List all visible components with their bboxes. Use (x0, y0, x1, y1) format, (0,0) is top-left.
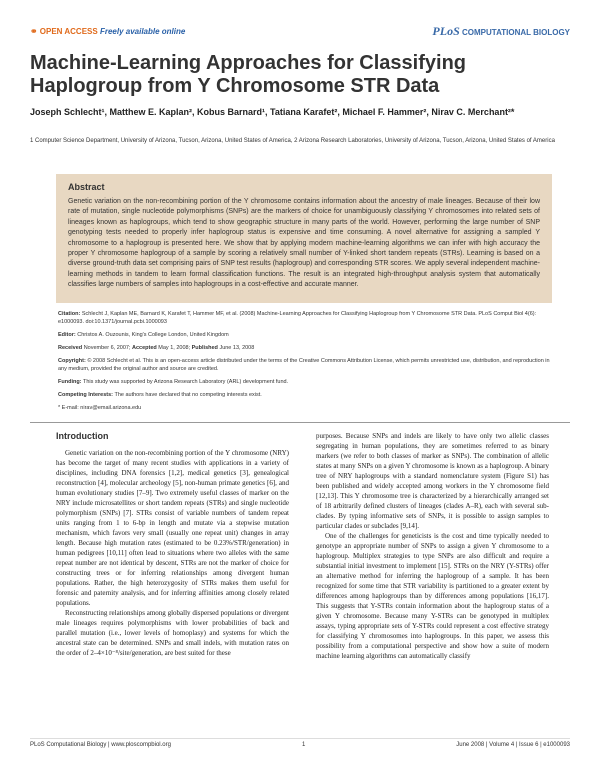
copyright-label: Copyright: (58, 358, 86, 364)
freely-available-text: Freely available online (99, 27, 186, 36)
contact-email: * E-mail: nirav@email.arizona.edu (58, 405, 142, 411)
open-access-lock-icon: ⚭ (30, 26, 38, 36)
copyright (58, 357, 552, 373)
page-footer (30, 738, 570, 754)
footer-journal: PLoS Computational Biology | www.ploscompbiol.org (30, 742, 171, 748)
body-column-right (316, 431, 549, 661)
abstract-text: Genetic variation on the non-recombining portion of the Y chromosome contains information about the ancestry of male lineages. Because of their low rate of mutation, single nucleotide polymorphisms (SNPs) are the markers of choice for unambiguously classifying Y chromosomes into related sets of lineages known as haplogroups, which tend to show geographic structure in many parts of the world. However, performing the large number of SNP genotyping tests needed to properly infer haplogroup status is expensive and time consuming. A novel alternative for assigning a sampled Y chromosome to a haplogroup is presented here. We show that by applying modern machine-learning algorithms we can infer with high accuracy the proper Y chromosome haplogroup of a sample by scoring a relatively small number of Y-linked short tandem repeats (STRs). Learning is based on a diverse ground-truth data set comprising pairs of SNP test results (haplogroup) and corresponding STR scores. We apply several independent machine-learning methods in tandem to learn formal classification functions. The result is an integrated high-throughput analysis system that automatically classifies large numbers of samples into haplogroups in a cost-effective and accurate manner. (68, 198, 540, 289)
published-date: June 13, 2008 (219, 345, 255, 351)
competing-label: Competing Interests: (58, 392, 114, 398)
funding-text: This study was supported by Arizona Research Laboratory (ARL) development fund. (82, 379, 289, 385)
copyright-text: © 2008 Schlecht et al. This is an open-access article distributed under the terms of the Creative Commons Attribution License, which permits unrestricted use, distribution, and reproduction in any medium, provided the original author and source are credited. (58, 358, 550, 372)
editor-label: Editor: (58, 332, 76, 338)
funding-label: Funding: (58, 379, 82, 385)
affiliations: 1 Computer Science Department, University of Arizona, Tucson, Arizona, United States of America, 2 Arizona Research Laboratories, University of Arizona, Tucson, Arizona, United States of America (30, 138, 555, 144)
author-list: Joseph Schlecht¹, Matthew E. Kaplan², Kobus Barnard¹, Tatiana Karafet², Michael F. Hammer², Nirav C. Merchant²* (30, 107, 515, 117)
intro-paragraph: Genetic variation on the non-recombining portion of the Y chromosome (NRY) has become the target of many recent studies with applications in a variety of disciplines, including DNA forensics [1,2], medical genetics [3], genealogical reconstruction [4], molecular archeology [5], non-human primate genetics [6], and human evolutionary studies [7–9]. Two extremely useful classes of marker on the NRY include microsatellites or short tandem repeats (STRs) and single nucleotide polymorphism (SNPs) [7]. STRs consist of variable numbers of tandem repeat units ranging from 1 to 6-bp in length and mutate via a stepwise mutation mechanism, which favors very small (usually one repeat unit) changes in array length. Because high mutation rates (estimated to be 0.23%/STR/generation) in human pedigrees [10,11] often lead to situations where two alleles with the same repeat number are not identical by descent, STRs are not the marker of choice for constructing trees or for inferring relationships among divergent human populations. Rather, the high heterozygosity of STRs makes them useful for forensic and paternity analysis, and for inferring affinities among closely related populations. (56, 449, 289, 607)
published-label: Published (191, 345, 218, 351)
citation-label: Citation: (58, 311, 81, 317)
received-date: November 6, 2007; (83, 345, 131, 351)
journal-prefix: PLoS (432, 24, 460, 38)
journal-brand (432, 24, 570, 39)
abstract-box (56, 174, 552, 303)
competing-text: The authors have declared that no competing interests exist. (114, 392, 262, 398)
citation-text: Schlecht J, Kaplan ME, Barnard K, Karafet T, Hammer MF, et al. (2008) Machine-Learning Approaches for Classifying Haplogroup from Y Chromosome STR Data. PLoS Comput Biol 4(6): e1000093. doi:10.1371/journal.pcbi.1000093 (58, 311, 537, 325)
funding (58, 378, 552, 386)
competing-interests (58, 391, 552, 399)
accepted-label: Accepted (132, 345, 157, 351)
footer-issue: June 2008 | Volume 4 | Issue 6 | e1000093 (456, 742, 570, 748)
open-access-text: OPEN ACCESS (39, 27, 98, 36)
section-divider (30, 422, 570, 423)
editor-text: Christos A. Ouzounis, King's College London, United Kingdom (77, 332, 229, 338)
page-number: 1 (302, 742, 306, 748)
paper-title: Machine-Learning Approaches for Classifying Haplogroup from Y Chromosome STR Data (30, 52, 467, 97)
received-label: Received (58, 345, 83, 351)
introduction-heading: Introduction (56, 431, 109, 441)
journal-name: COMPUTATIONAL BIOLOGY (462, 28, 570, 37)
abstract-heading: Abstract (68, 182, 105, 192)
article-metadata (58, 310, 552, 417)
citation (58, 310, 552, 326)
intro-paragraph: One of the challenges for geneticists is the cost and time typically needed to genotype an appropriate number of SNPs to assign a given Y chromosome to a haplogroup. Multiplex strategies to type SNPs are also difficult and require a substantial initial investment to implement [15]. STRs on the NRY (Y-STRs) offer an alternative method for inferring the haplogroup of a sample. It has been recognized for some time that STR variability is partitioned to a greater extent by differences among haplogroups than by differences among populations [16,17]. This suggests that Y-STRs contain information about the haplogroup status of a given Y chromosome. Because many Y-STRs can be genotyped in multiplex assays, typing appropriate sets of Y-STRs could represent a cost effective strategy for classifying Y chromosomes into haplogroups. In this paper, we assess this possibility from a computational perspective and show how a suite of modern machine learning algorithms can automatically classify (316, 532, 549, 660)
intro-paragraph: purposes. Because SNPs and indels are likely to have only two allelic classes segregating in human populations, they are sometimes referred to as binary markers (we refer to both classes of marker as SNPs). The combination of allelic states at many SNPs on a given Y chromosome is known as a haplogroup. A binary tree of NRY haplogroups with a standard nomenclature system (Figure S1) has been published and widely accepted among workers in the Y chromosome field [12,13]. This Y chromosome tree is characterized by a hierarchically arranged set of 18 arbitrarily defined clusters of lineages (clades A–R), each with several sub-clades. By typing informative sets of SNPs, it is possible to assign samples to particular clades or subclades [9,14]. (316, 432, 549, 530)
body-column-left (56, 448, 289, 658)
editor (58, 331, 552, 339)
intro-paragraph: Reconstructing relationships among globally dispersed populations or divergent male lineages requires polymorphisms with lower probabilities of back and parallel mutation (i.e., lower levels of homoplasy) and systems for which the ancestral state can be determined. SNPs and small indels, with mutation rates on the order of 2–4×10⁻⁸/site/generation, are best suited for these (56, 609, 289, 657)
dates (58, 344, 552, 352)
accepted-date: May 1, 2008; (158, 345, 191, 351)
open-access-label (30, 26, 185, 37)
page-header (30, 24, 570, 40)
